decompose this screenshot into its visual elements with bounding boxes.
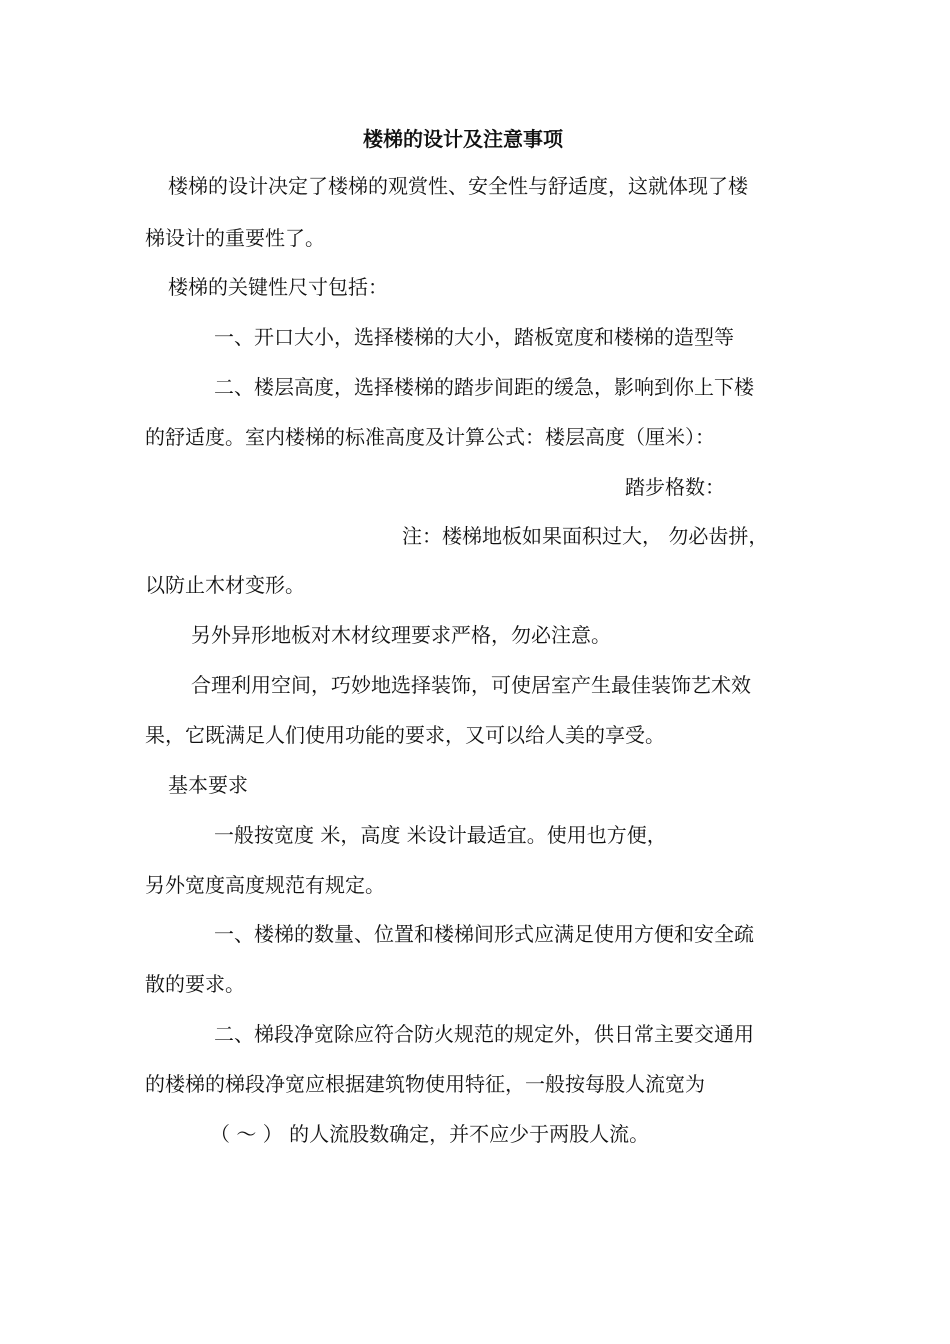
paragraph-line: 一、开口大小，选择楼梯的大小，踏板宽度和楼梯的造型等 bbox=[214, 325, 734, 349]
paragraph-line: 一般按宽度 米，高度 米设计最适宜。使用也方便， bbox=[214, 823, 667, 847]
paragraph-line: 二、楼层高度，选择楼梯的踏步间距的缓急，影响到你上下楼 bbox=[214, 375, 754, 399]
paragraph-line: 注：楼梯地板如果面积过大， 勿必齿拼， bbox=[402, 524, 769, 548]
paragraph-line: （ ～ ） 的人流股数确定，并不应少于两股人流。 bbox=[210, 1122, 650, 1146]
paragraph-line: 楼梯的设计决定了楼梯的观赏性、安全性与舒适度，这就体现了楼 bbox=[168, 174, 748, 198]
paragraph-line: 另外宽度高度规范有规定。 bbox=[145, 873, 385, 897]
paragraph-line: 的舒适度。室内楼梯的标准高度及计算公式：楼层高度（厘米）： bbox=[145, 425, 715, 449]
paragraph-line: 散的要求。 bbox=[145, 972, 245, 996]
paragraph-line: 二、梯段净宽除应符合防火规范的规定外，供日常主要交通用 bbox=[214, 1022, 754, 1046]
paragraph-line: 楼梯的关键性尺寸包括： bbox=[168, 275, 388, 299]
paragraph-line: 以防止木材变形。 bbox=[145, 573, 305, 597]
paragraph-line: 另外异形地板对木材纹理要求严格，勿必注意。 bbox=[191, 623, 611, 647]
paragraph-line: 踏步格数： bbox=[625, 475, 725, 499]
paragraph-line: 梯设计的重要性了。 bbox=[145, 226, 325, 250]
paragraph-line: 的楼梯的梯段净宽应根据建筑物使用特征，一般按每股人流宽为 bbox=[145, 1072, 705, 1096]
paragraph-line: 一、楼梯的数量、位置和楼梯间形式应满足使用方便和安全疏 bbox=[214, 922, 754, 946]
paragraph-line: 基本要求 bbox=[168, 773, 248, 797]
paragraph-line: 果，它既满足人们使用功能的要求，又可以给人美的享受。 bbox=[145, 723, 665, 747]
paragraph-line: 合理利用空间，巧妙地选择装饰，可使居室产生最佳装饰艺术效 bbox=[191, 673, 751, 697]
document-title: 楼梯的设计及注意事项 bbox=[363, 127, 563, 151]
